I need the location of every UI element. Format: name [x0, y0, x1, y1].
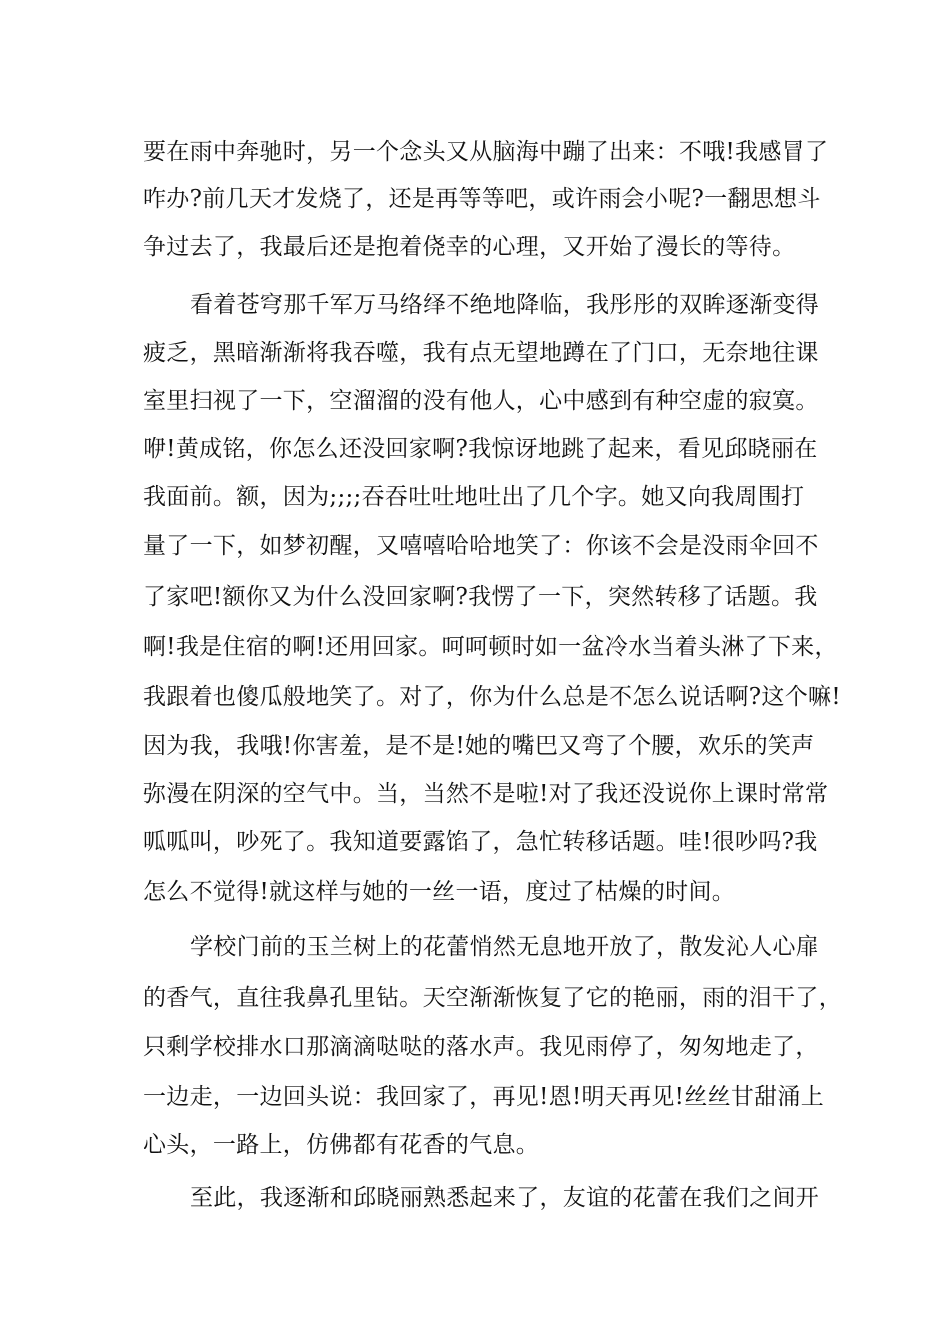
- text-line: 至此，我逐渐和邱晓丽熟悉起来了，友谊的花蕾在我们之间开: [190, 1185, 820, 1211]
- text-line: 咋办?前几天才发烧了，还是再等等吧，或许雨会小呢?一翻思想斗: [143, 186, 821, 212]
- text-line: 弥漫在阴深的空气中。当，当然不是啦!对了我还没说你上课时常常: [143, 781, 829, 807]
- text-line: 的香气，直往我鼻孔里钻。天空渐渐恢复了它的艳丽，雨的泪干了，: [143, 985, 842, 1011]
- text-line: 量了一下，如梦初醒，又嘻嘻哈哈地笑了：你该不会是没雨伞回不: [143, 533, 819, 559]
- text-line: 心头，一路上，仿佛都有花香的气息。: [143, 1132, 540, 1158]
- text-line: 怎么不觉得!就这样与她的一丝一语，度过了枯燥的时间。: [143, 879, 736, 905]
- text-line: 呱呱叫，吵死了。我知道要露馅了，急忙转移话题。哇!很吵吗?我: [143, 829, 818, 855]
- text-line: 只剩学校排水口那滴滴哒哒的落水声。我见雨停了，匆匆地走了，: [143, 1034, 819, 1060]
- text-line: 室里扫视了一下，空溜溜的没有他人，心中感到有种空虚的寂寞。: [143, 388, 819, 414]
- text-line: 看着苍穹那千军万马络绎不绝地降临，我彤彤的双眸逐渐变得: [190, 292, 820, 318]
- text-line: 我面前。额，因为;;;;吞吞吐吐地吐出了几个字。她又向我周围打: [143, 484, 805, 510]
- text-line: 了家吧!额你又为什么没回家啊?我愣了一下，突然转移了话题。我: [143, 584, 818, 610]
- text-line: 我跟着也傻瓜般地笑了。对了，你为什么总是不怎么说话啊?这个嘛!: [143, 684, 841, 710]
- text-line: 要在雨中奔驰时，另一个念头又从脑海中蹦了出来：不哦!我感冒了: [143, 139, 829, 165]
- text-line: 疲乏，黑暗渐渐将我吞噬，我有点无望地蹲在了门口，无奈地往课: [143, 340, 819, 366]
- text-line: 争过去了，我最后还是抱着侥幸的心理，又开始了漫长的等待。: [143, 234, 796, 260]
- text-line: 因为我，我哦!你害羞，是不是!她的嘴巴又弯了个腰，欢乐的笑声: [143, 733, 815, 759]
- text-line: 咿!黄成铭，你怎么还没回家啊?我惊讶地跳了起来，看见邱晓丽在: [143, 436, 818, 462]
- text-line: 啊!我是住宿的啊!还用回家。呵呵顿时如一盆冷水当着头淋了下来，: [143, 634, 838, 660]
- text-line: 学校门前的玉兰树上的花蕾悄然无息地开放了，散发沁人心扉: [190, 934, 820, 960]
- text-line: 一边走，一边回头说：我回家了，再见!恩!明天再见!丝丝甘甜涌上: [143, 1084, 825, 1110]
